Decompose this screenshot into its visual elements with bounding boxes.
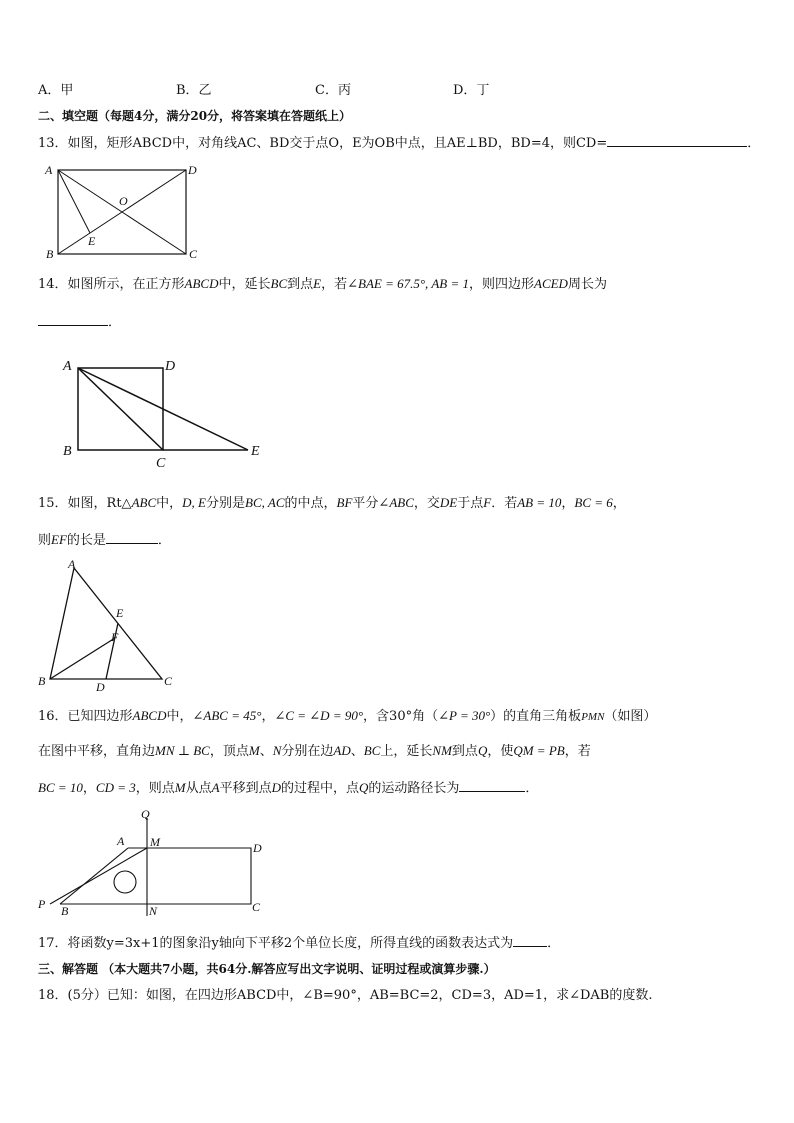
section-2-title: 二、填空题（每题4分，满分20分，将答案填在答题纸上） <box>38 109 352 123</box>
q13-label-o: O <box>119 194 128 208</box>
q16-answer-blank <box>459 779 525 792</box>
q16-label-c: C <box>252 900 261 914</box>
q15-text-line2: 则EF的长是 ． <box>38 532 171 548</box>
choice-c: C．丙 <box>315 83 351 98</box>
q15-figure <box>36 558 186 693</box>
q14-label-b: B <box>63 444 72 459</box>
q15-label-f: F <box>111 630 119 644</box>
q13-answer-blank <box>607 134 747 147</box>
q15-label-b: B <box>38 674 46 688</box>
q13-label-e: E <box>88 234 96 248</box>
q14-label-c: C <box>156 456 166 471</box>
q13-label-b: B <box>46 247 54 261</box>
choice-d: D．丁 <box>453 83 490 98</box>
q16-label-p: P <box>38 897 46 911</box>
q15-label-d: D <box>96 680 105 694</box>
q13-label-d: D <box>188 163 197 177</box>
q17-answer-blank <box>513 934 547 947</box>
q15-label-a: A <box>68 557 76 571</box>
q14-label-a: A <box>63 359 72 374</box>
q17-text: 17．将函数y=3x+1的图象沿y轴向下平移2个单位长度，所得直线的函数表达式为 ． <box>38 936 561 951</box>
q15-text-line1: 15．如图，Rt△ABC中，D, E分别是BC, AC的中点，BF平分∠ABC，交DE于点F．若AB = 10，BC = 6， <box>38 495 626 511</box>
q15-label-c: C <box>164 674 173 688</box>
section-3-title: 三、解答题 （本大题共7小题，共64分.解答应写出文字说明、证明过程或演算步骤.） <box>38 962 496 976</box>
choice-a: A．甲 <box>38 83 74 98</box>
q15-answer-blank <box>106 531 158 544</box>
q13-label-a: A <box>45 163 53 177</box>
q16-figure <box>36 808 276 923</box>
q13-figure <box>42 160 212 260</box>
q18-text: 18．(5分）已知：如图，在四边形ABCD中，∠B=90°，AB=BC=2，CD=3，AD=1，求∠DAB的度数. <box>38 988 653 1003</box>
q14-label-d: D <box>165 359 176 374</box>
q16-label-b: B <box>61 904 69 918</box>
choice-b: B．乙 <box>176 83 212 98</box>
q16-label-q: Q <box>141 807 150 821</box>
q13-text: 13．如图，矩形ABCD中，对角线AC、BD交于点O，E为OB中点，且AE⊥BD，BD=4，则CD= ． <box>38 136 761 151</box>
q16-text-line2: 在图中平移，直角边MN ⊥ BC，顶点M、N分别在边AD、BC上，延长NM到点Q，使QM = PB，若 <box>38 743 591 759</box>
q16-label-m: M <box>150 835 160 849</box>
q13-label-c: C <box>189 247 198 261</box>
q14-answer-line: ． <box>38 313 121 332</box>
q14-label-e: E <box>251 444 260 459</box>
q14-figure <box>60 355 270 471</box>
q14-answer-blank <box>38 313 108 326</box>
q14-text: 14．如图所示，在正方形ABCD中，延长BC到点E，若∠BAE = 67.5°, AB = 1，则四边形ACED周长为 <box>38 276 607 292</box>
q16-text-line3: BC = 10，CD = 3，则点M从点A平移到点D的过程中，点Q的运动路径长为 ． <box>38 780 539 796</box>
q16-label-a: A <box>117 834 125 848</box>
q16-label-d: D <box>253 841 262 855</box>
q16-label-n: N <box>149 904 158 918</box>
q15-label-e: E <box>116 606 124 620</box>
q16-text-line1: 16．已知四边形ABCD中，∠ABC = 45°，∠C = ∠D = 90°，含30°角（∠P = 30°）的直角三角板PMN（如图） <box>38 708 657 724</box>
